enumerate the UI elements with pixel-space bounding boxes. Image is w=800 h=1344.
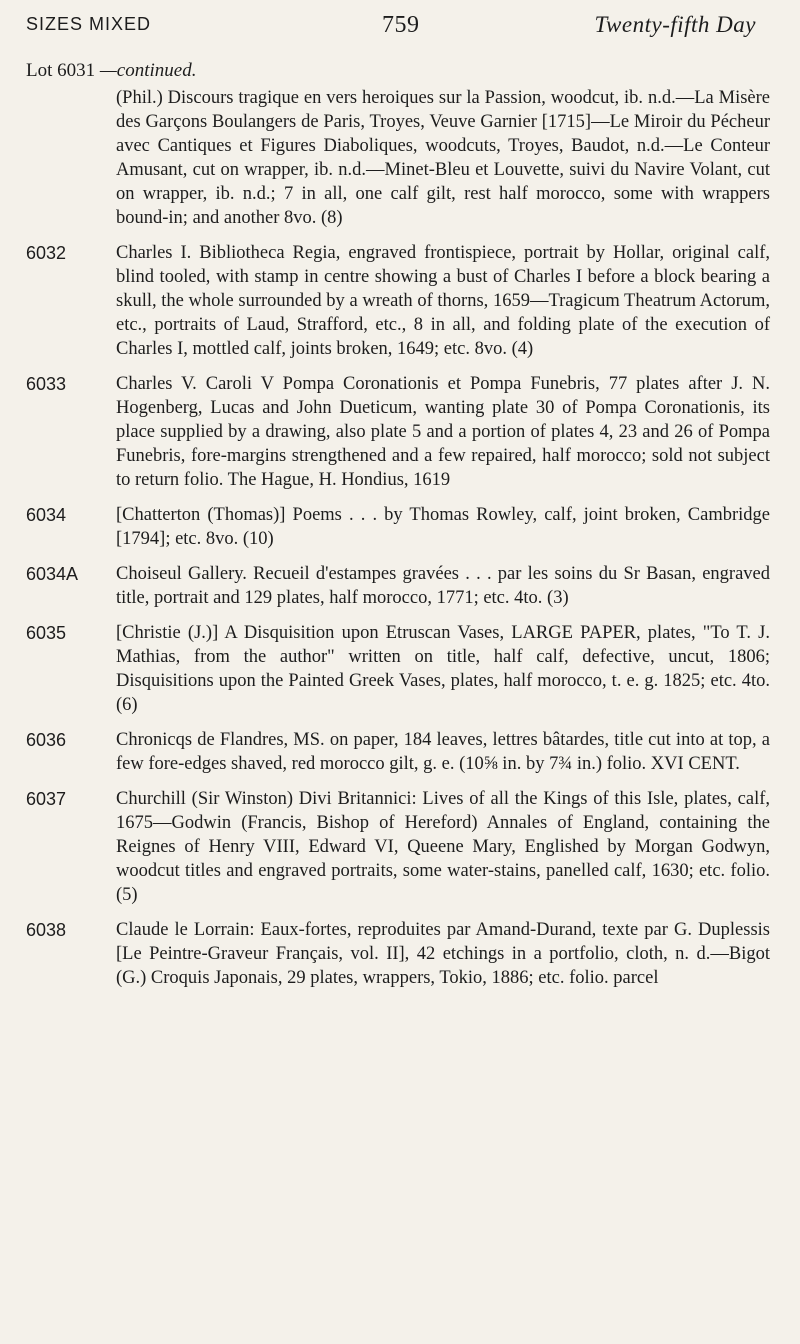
entry-description: Charles I. Bibliotheca Regia, engraved frontispiece, portrait by Hollar, original calf, blind tooled, with stamp in centre showing a bust of Charles I before a block bearing a skull, the whole surrounded by a wreath of thorns, 1659—Tragicum Theatrum Actorum, etc., portraits of Laud, Strafford, etc., 8 in all, and folding plate of the execution of Charles I, mottled calf, joints broken, 1649; etc. 8vo. (4) <box>116 243 770 359</box>
entry-number: 6034A <box>26 564 79 584</box>
continued-label: —continued. <box>99 60 197 81</box>
page-header <box>26 14 764 48</box>
entry-description: Charles V. Caroli V Pompa Coronationis et Pompa Funebris, 77 plates after J. N. Hogenberg, Lucas and John Dueticum, wanting plate 30 of Pompa Coronationis, its place supplied by a drawing, also plate 5 and a portion of plates 4, 23 and 26 of Pompa Funebris, fore-margins strengthened and a few repaired, half morocco; sold not subject to return folio. The Hague, H. Hondius, 1619 <box>116 374 770 490</box>
catalogue-entry <box>26 241 770 361</box>
catalogue-entry <box>26 372 770 492</box>
entry-description: [Christie (J.)] A Disquisition upon Etruscan Vases, LARGE PAPER, plates, "To T. J. Mathias, from the author" written on title, half calf, defective, uncut, 1806; Disquisitions upon the Painted Greek Vases, plates, half morocco, t. e. g. 1825; etc. 4to. (6) <box>116 623 770 715</box>
header-day-title: Twenty-fifth Day <box>594 12 756 37</box>
catalogue-entries <box>26 86 770 1001</box>
lot-number: Lot 6031 <box>26 60 96 81</box>
entry-description: Churchill (Sir Winston) Divi Britannici: Lives of all the Kings of this Isle, plates, calf, 1675—Godwin (Francis, Bishop of Hereford) Annales of England, containing the Reignes of Henry VIII, Edward VI, Queene Mary, Englished by Morgan Godwyn, woodcut titles and engraved portraits, some water-stains, panelled calf, 1630; etc. folio. (5) <box>116 789 770 905</box>
entry-number: 6035 <box>26 623 67 643</box>
header-section-title: SIZES MIXED <box>26 14 152 34</box>
catalogue-entry <box>26 728 770 776</box>
catalogue-entry <box>26 86 770 230</box>
entry-description: (Phil.) Discours tragique en vers heroiques sur la Passion, woodcut, ib. n.d.—La Misère des Garçons Boulangers de Paris, Troyes, Veuve Garnier [1715]—Le Miroir du Pécheur avec Cantiques et Figures Diaboliques, woodcuts, Troyes, Baudot, n.d.—Le Conteur Amusant, cut on wrapper, ib. n.d.—Minet-Bleu et Louvette, suivi du Navire Volant, cut on wrapper, ib. n.d.; 7 in all, one calf gilt, rest half morocco, some with wrappers bound-in; and another 8vo. (8) <box>116 88 770 228</box>
catalogue-entry <box>26 503 770 551</box>
entry-description: Claude le Lorrain: Eaux-fortes, reproduites par Amand-Durand, texte par G. Duplessis [Le Peintre-Graveur Français, vol. II], 42 etchings in a portfolio, cloth, n. d.—Bigot (G.) Croquis Japonais, 29 plates, wrappers, Tokio, 1886; etc. folio. parcel <box>116 920 770 988</box>
entry-description: Chronicqs de Flandres, MS. on paper, 184 leaves, lettres bâtardes, title cut into at top, a few fore-edges shaved, red morocco gilt, g. e. (10⅝ in. by 7¾ in.) folio. XVI CENT. <box>116 730 770 774</box>
entry-number: 6033 <box>26 374 67 394</box>
page-number: 759 <box>382 12 420 38</box>
catalogue-entry <box>26 562 770 610</box>
entry-description: Choiseul Gallery. Recueil d'estampes gravées . . . par les soins du Sr Basan, engraved title, portrait and 129 plates, half morocco, 1771; etc. 4to. (3) <box>116 564 770 608</box>
entry-number: 6032 <box>26 243 67 263</box>
entry-number: 6037 <box>26 789 67 809</box>
entry-number: 6034 <box>26 505 67 525</box>
catalogue-entry <box>26 787 770 907</box>
entry-description: [Chatterton (Thomas)] Poems . . . by Thomas Rowley, calf, joint broken, Cambridge [1794]; etc. 8vo. (10) <box>116 505 770 549</box>
entry-number: 6038 <box>26 920 67 940</box>
lot-continued-line <box>26 60 196 82</box>
entry-number: 6036 <box>26 730 67 750</box>
catalogue-entry <box>26 621 770 717</box>
catalogue-entry <box>26 918 770 990</box>
